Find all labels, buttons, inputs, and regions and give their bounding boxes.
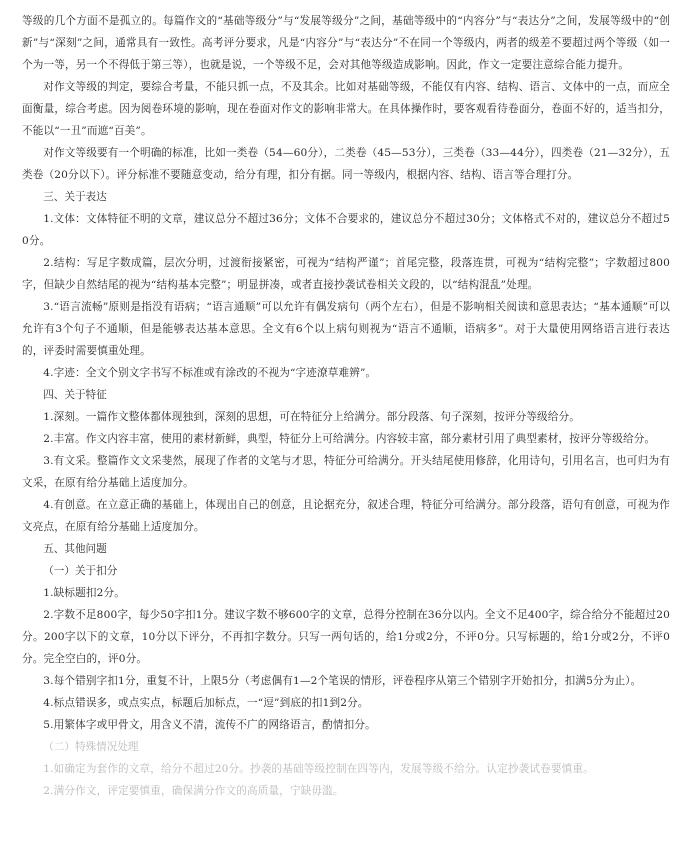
paragraph-literary-grace: 3.有文采。整篇作文文采斐然，展现了作者的文笔与才思，特征分可给满分。开头结尾使用修辞，化用诗句，引用名言，也可归为有文采，在原有给分基础上适度加分。 bbox=[22, 455, 670, 489]
paragraph-full-marks: 2.满分作文，评定要慎重，确保满分作文的高质量，宁缺毋滥。 bbox=[43, 785, 344, 797]
paragraph-punctuation: 4.标点错误多，或点实点，标题后加标点，一“逗”到底的扣1到2分。 bbox=[43, 697, 369, 709]
section-heading-other: 五、其他问题 bbox=[43, 543, 107, 555]
subsection-heading-deductions: （一）关于扣分 bbox=[43, 565, 118, 577]
paragraph-genre: 1.文体：文体特征不明的文章，建议总分不超过36分；文体不合要求的，建议总分不超过30分；文体格式不对的，建议总分不超过50分。 bbox=[22, 213, 670, 247]
paragraph-handwriting: 4.字迹：全文个别文字书写不标准或有涂改的不视为“字迹潦草难辨”。 bbox=[43, 367, 377, 379]
subsection-heading-special-cases: （二）特殊情况处理 bbox=[43, 741, 139, 753]
paragraph-grade-standards: 对作文等级要有一个明确的标准，比如一类卷（54—60分），二类卷（45—53分），三类卷（33—44分），四类卷（21—32分），五类卷（20分以下）。评分标准不要随意变动，给分有理，扣分有据。同一等级内，根据内容、结构、语言等合理打分。 bbox=[22, 147, 670, 181]
paragraph-missing-title: 1.缺标题扣2分。 bbox=[43, 587, 125, 599]
section-heading-features: 四、关于特征 bbox=[43, 389, 107, 401]
paragraph-word-count: 2.字数不足800字，每少50字扣1分。建议字数不够600字的文章，总得分控制在36分以内。全文不足400字，综合给分不能超过20分。200字以下的文章，10分以下评分，不再扣字数分。只写一两句话的，给1分或2分，不评0分。只写标题的，给1分或2分，不评0分。完全空白的，评0分。 bbox=[22, 609, 670, 665]
paragraph-language: 3.“语言流畅”原则是指没有语病；“语言通顺”可以允许有偶发病句（两个左右），但是不影响相关阅读和意思表达；“基本通顺”可以允许有3个句子不通顺，但是能够表达基本意思。全文有6个以上病句则视为“语言不通顺，语病多”。对于大量使用网络语言进行表达的，评委时需要慎重处理。 bbox=[22, 301, 670, 357]
paragraph-depth: 1.深刻。一篇作文整体都体现独到，深刻的思想，可在特征分上给满分。部分段落、句子深刻，按评分等级给分。 bbox=[43, 411, 581, 423]
paragraph-richness: 2.丰富。作文内容丰富，使用的素材新鲜，典型，特征分上可给满分。内容较丰富，部分素材引用了典型素材，按评分等级给分。 bbox=[43, 433, 656, 445]
paragraph-grade-consistency: 等级的几个方面不是孤立的。每篇作文的“基础等级分”与“发展等级分”之间，基础等级中的“内容分”与“表达分”之间，发展等级中的“创新”与“深刻”之间，通常具有一致性。高考评分要求，凡是“内容分”与“表达分”不在同一个等级内，两者的级差不要超过两个等级（如一个为一等，另一个不得低于第三等），也就是说，一个等级不足，会对其他等级造成影响。因此，作文一定要注意综合能力提升。 bbox=[22, 15, 670, 71]
paragraph-creativity: 4.有创意。在立意正确的基础上，体现出自己的创意，且论据充分，叙述合理，特征分可给满分。部分段落，语句有创意，可视为作文亮点，在原有给分基础上适度加分。 bbox=[22, 499, 670, 533]
paragraph-plagiarism: 1.如确定为套作的文章，给分不超过20分。抄袭的基础等级控制在四等内，发展等级不给分。认定抄袭试卷要慎重。 bbox=[43, 763, 594, 775]
paragraph-typos: 3.每个错别字扣1分，重复不计，上限5分（考虑偶有1—2个笔误的情形，评卷程序从第三个错别字开始扣分，扣满5分为止）。 bbox=[43, 675, 642, 687]
paragraph-traditional-chars: 5.用繁体字或甲骨文，用含义不清，流传不广的网络语言，酌情扣分。 bbox=[43, 719, 376, 731]
paragraph-structure: 2.结构：写足字数成篇，层次分明，过渡衔接紧密，可视为“结构严谨”；首尾完整，段落连贯，可视为“结构完整”；字数超过800字，但缺少自然结尾的视为“结构基本完整”；明显拼凑，或者直接抄袭试卷相关文段的，以“结构混乱”处理。 bbox=[22, 257, 670, 291]
paragraph-holistic-judgment: 对作文等级的判定，要综合考量，不能只抓一点，不及其余。比如对基础等级，不能仅有内容、结构、语言、文体中的一点，而应全面衡量，综合考虑。因为阅卷环境的影响，现在卷面对作文的影响非常大。在具体操作时，要客观看待卷面分，卷面不好的，适当扣分，不能以“一丑”而遮“百美”。 bbox=[22, 81, 670, 137]
section-heading-expression: 三、关于表达 bbox=[43, 191, 107, 203]
